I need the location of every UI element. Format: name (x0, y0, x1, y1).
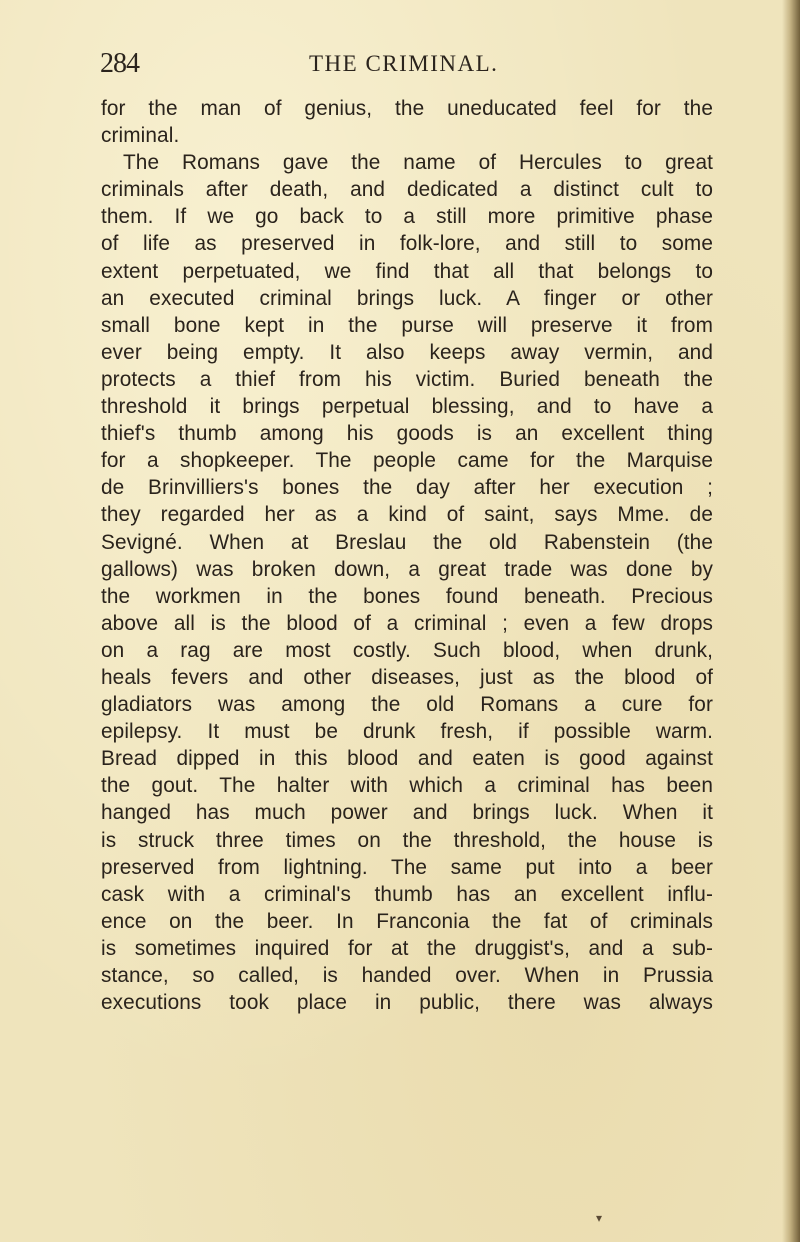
text-line: ence on the beer. In Franconia the fat of criminals (101, 909, 713, 933)
text-line: Bread dipped in this blood and eaten is good against (101, 747, 713, 771)
text-line: The Romans gave the name of Hercules to great (123, 151, 713, 175)
text-line: criminals after death, and dedicated a distinct cult to (101, 178, 713, 202)
text-line: extent perpetuated, we find that all that belongs to (101, 259, 713, 283)
text-line: the workmen in the bones found beneath. Precious (101, 584, 713, 608)
text-line: small bone kept in the purse will preserve it from (101, 313, 713, 337)
text-line: heals fevers and other diseases, just as the blood of (101, 665, 713, 689)
text-line: above all is the blood of a criminal ; even a few drops (101, 611, 713, 635)
text-line: gallows) was broken down, a great trade was done by (101, 557, 713, 581)
text-line: de Brinvilliers's bones the day after her execution ; (101, 476, 713, 500)
text-line: the gout. The halter with which a criminal has been (101, 774, 713, 798)
text-line: of life as preserved in folk-lore, and still to some (101, 232, 713, 256)
body-text (101, 95, 713, 1016)
text-line: stance, so called, is handed over. When in Prussia (101, 964, 713, 987)
page-number: 284 (100, 48, 139, 79)
text-line: they regarded her as a kind of saint, says Mme. de (101, 503, 713, 527)
text-line: an executed criminal brings luck. A finger or other (101, 286, 713, 310)
text-line: for the man of genius, the uneducated feel for the (101, 97, 713, 120)
text-line: them. If we go back to a still more primitive phase (101, 205, 713, 229)
text-line: on a rag are most costly. Such blood, when drunk, (101, 638, 713, 662)
page-edge-shadow (782, 0, 800, 1242)
text-line: cask with a criminal's thumb has an excellent influ- (101, 882, 713, 906)
running-head: THE CRIMINAL. (309, 51, 499, 76)
text-line: is sometimes inquired for at the druggist's, and a sub- (101, 936, 713, 960)
text-line: hanged has much power and brings luck. When it (101, 801, 713, 825)
text-line: gladiators was among the old Romans a cure for (101, 693, 713, 717)
text-line: ever being empty. It also keeps away vermin, and (101, 340, 713, 364)
text-line: preserved from lightning. The same put into a beer (101, 855, 713, 879)
signature-mark: ▾ (596, 1211, 603, 1225)
text-line: Sevigné. When at Breslau the old Rabenstein (the (101, 530, 713, 554)
text-line: threshold it brings perpetual blessing, and to have a (101, 395, 713, 419)
page-header (100, 44, 620, 84)
text-line: thief's thumb among his goods is an excellent thing (101, 422, 713, 446)
text-line: protects a thief from his victim. Buried beneath the (101, 367, 713, 391)
text-line: for a shopkeeper. The people came for the Marquise (101, 449, 713, 473)
text-line: executions took place in public, there was always (101, 991, 713, 1015)
text-line: epilepsy. It must be drunk fresh, if possible warm. (101, 720, 713, 744)
text-line: is struck three times on the threshold, the house is (101, 828, 713, 852)
text-line: criminal. (101, 124, 180, 148)
